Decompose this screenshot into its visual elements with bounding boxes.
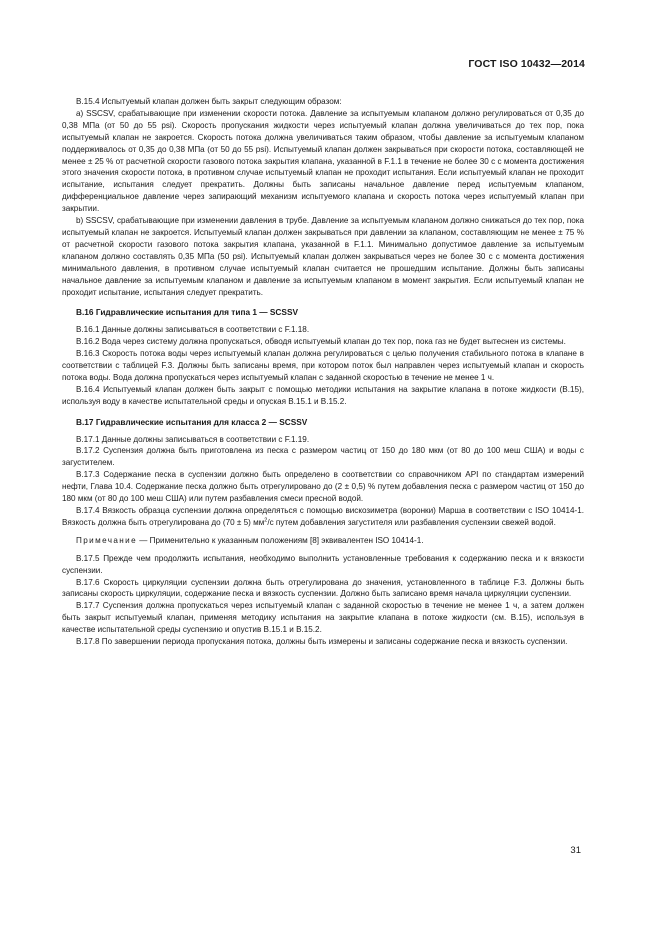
clause-b17-7: В.17.7 Суспензия должна пропускаться через испытуемый клапан с заданной скоростью в течение не менее 1 ч, а затем должен быть закрыт испытуемый клапан, применяя методику испытания на закрытие клапана в потоке жидкости (см. В.15), используя в качестве испытательной среды суспензию и опустив В.15.1 и В.15.2. [62, 601, 584, 635]
section-heading-b17: В.17 Гидравлические испытания для класса 2 — SCSSV [76, 416, 308, 427]
clause-b17-4-text: В.17.4 Вязкость образца суспензии должна определяться с помощью вискозиметра (воронки) Марша в соответствии с ISO 10414-1. Вязкость должна быть отрегулирована до (70 ± 5) мм [62, 506, 584, 527]
clause-b17-2: В.17.2 Суспензия должна быть приготовлена из песка с размером частиц от 150 до 180 мкм (от 80 до 100 меш США) и воды с загустителем. [62, 446, 584, 468]
section-heading-b16: В.16 Гидравлические испытания для типа 1 — SCSSV [76, 307, 299, 318]
clause-b16-3: В.16.3 Скорость потока воды через испытуемый клапан должна регулироваться с целью получения стабильного потока в клапане в соответствии с таблицей F.3. Должны быть записаны время, при котором поток был направлен через испытуемый клапан и скорость потока воды. Вода должна пропускаться через испытуемый клапан с заданной скоростью в течение не менее 1 ч. [62, 349, 584, 382]
clause-b17-5: В.17.5 Прежде чем продолжить испытания, необходимо выполнить установленные требования к содержанию песка и к вязкости суспензии. [62, 553, 584, 575]
clause-b16-4: В.16.4 Испытуемый клапан должен быть закрыт с помощью методики испытания на закрытие клапана в потоке жидкости (В.15), используя воду в качестве испытательной среды и опуская В.15.1 и В.15.2. [62, 384, 584, 406]
note-label: Примечание [76, 535, 138, 545]
clause-b17-4 [62, 505, 584, 529]
clause-b15-4: В.15.4 Испытуемый клапан должен быть закрыт следующим образом: [76, 97, 342, 106]
clause-b15-4-b: b) SSCSV, срабатывающие при изменении давления в трубе. Давление за испытуемым клапаном должно снижаться до тех пор, пока испытуемый клапан не закроется. Испытуемый клапан должен закрываться при давлении за клапаном, составляющим не менее ± 75 % от расчетной скорости газового потока закрытия клапана, указанной в F.1.1. Минимально допустимое давление за испытуемым клапаном должно составлять 0,35 МПа (50 psi). Испытуемый клапан должен закрываться через не более 30 с с момента достижения минимального давления, в противном случае испытуемый клапан считается не прошедшим испытание. Должны быть записаны начальное давление за испытуемым клапаном и давление за испытуемым клапаном в момент закрытия. Если испытуемый клапан не проходит испытание, испытания следует прекратить. [62, 216, 584, 297]
document-body [62, 96, 584, 648]
note-text: — Применительно к указанным положениям [8] эквивалентен ISO 10414-1. [137, 535, 424, 545]
clause-b17-4-text-end: /с путем добавления загустителя или разбавления суспензии свежей водой. [267, 517, 556, 527]
clause-b17-3: В.17.3 Содержание песка в суспензии должно быть определено в соответствии со справочником API по стандартам измерений нефти, Глава 10.4. Содержание песка должно быть отрегулировано до (2 ± 0,5) % путем добавления песка с размером частиц от 150 до 180 мкм (от 80 до 100 меш США) или путем разбавления смеси пресной водой. [62, 470, 584, 504]
clause-b15-4-a: а) SSCSV, срабатывающие при изменении скорости потока. Давление за испытуемым клапаном должно регулироваться от 0,35 до 0,38 МПа (от 50 до 55 psi). Скорость пропускания жидкости через испытуемый клапан должна увеличиваться до тех пор, пока испытуемый клапан не закроется. Скорость потока должна увеличиваться таким образом, чтобы давление за испытуемым клапаном поддерживалось от 0,35 до 0,38 МПа (от 50 до 55 psi). Испытуемый клапан должен закрываться при скорости потока, составляющей не менее ± 25 % от расчетной скорости газового потока закрытия клапана, указанной в F.1.1 в течение не более 30 с с момента достижения этого значения скорости потока, в противном случае испытуемый клапан не проходит испытания. Если испытуемый клапан не проходит испытание, испытания следует прекратить. Должны быть записаны начальное давление перед испытуемым клапаном, дифференциальное давление через запирающий механизм испытуемого клапана и скорость потока через испытуемый клапан при закрытии. [62, 108, 584, 214]
superscript: 2 [264, 517, 268, 524]
clause-b16-2: В.16.2 Вода через систему должна пропускаться, обводя испытуемый клапан до тех пор, пока газ не будет вытеснен из системы. [76, 337, 566, 347]
clause-b17-8: В.17.8 По завершении периода пропускания потока, должны быть измерены и записаны содержание песка и вязкость суспензии. [76, 637, 568, 647]
note [62, 535, 584, 547]
clause-b16-1: В.16.1 Данные должны записываться в соответствии с F.1.18. [76, 325, 310, 335]
clause-b17-6: В.17.6 Скорость циркуляции суспензии должна быть отрегулирована до значения, установленного в таблице F.3. Должны быть записаны скорость циркуляции, содержание песка и вязкость суспензии. Должно быть записано время начала циркуляции суспензии. [62, 577, 584, 599]
document-id: ГОСТ ISO 10432—2014 [468, 58, 585, 70]
clause-b17-1: В.17.1 Данные должны записываться в соответствии с F.1.19. [76, 434, 310, 444]
page-number: 31 [570, 845, 581, 856]
